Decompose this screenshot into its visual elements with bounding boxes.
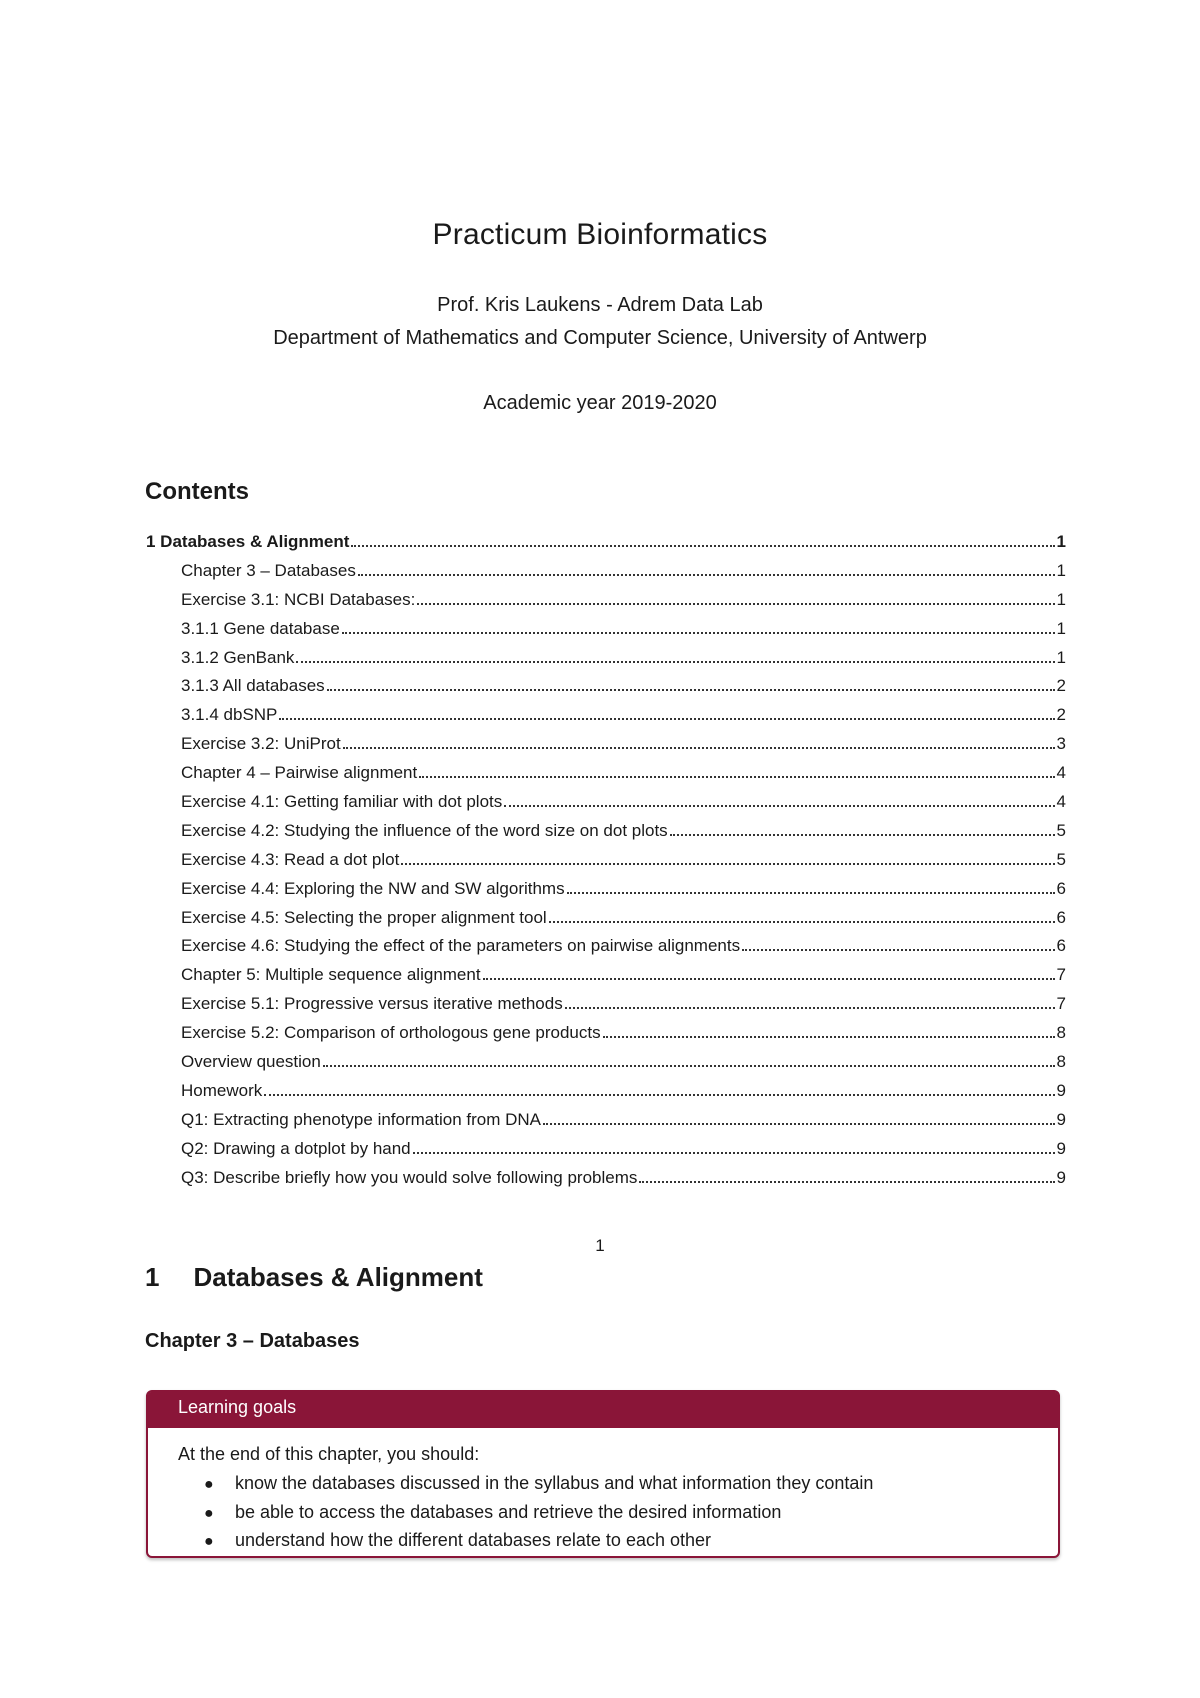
toc-entry-page: 9	[1056, 1138, 1066, 1158]
toc-leader-dots	[567, 891, 1055, 894]
toc-entry-label: Exercise 3.1: NCBI Databases:	[181, 589, 416, 609]
toc-entry-page: 9	[1056, 1167, 1066, 1187]
toc-leader-dots	[483, 977, 1055, 980]
toc-entry-page: 1	[1056, 589, 1066, 609]
toc-leader-dots	[742, 948, 1054, 951]
toc-leader-dots	[296, 660, 1054, 663]
toc-leader-dots	[264, 1093, 1054, 1096]
toc-entry-label: Exercise 5.1: Progressive versus iterative methods	[181, 994, 563, 1014]
toc-leader-dots	[342, 631, 1055, 634]
toc-entry-page: 6	[1056, 878, 1066, 898]
learning-goal-text: understand how the different databases relate to each other	[235, 1530, 711, 1550]
toc-entry-page: 1	[1056, 618, 1066, 638]
toc-entry-page: 6	[1056, 936, 1066, 956]
toc-entry[interactable]	[146, 904, 1066, 933]
toc-leader-dots	[670, 833, 1055, 836]
chapter-heading: Chapter 3 – Databases	[145, 1330, 360, 1352]
table-of-contents	[146, 528, 1066, 1192]
toc-entry[interactable]	[146, 1048, 1066, 1077]
toc-leader-dots	[358, 573, 1055, 576]
toc-entry[interactable]	[146, 1019, 1066, 1048]
toc-entry-label: Chapter 5: Multiple sequence alignment	[181, 965, 481, 985]
toc-entry-page: 5	[1056, 820, 1066, 840]
toc-entry[interactable]	[146, 586, 1066, 615]
learning-goal-text: know the databases discussed in the syllabus and what information they contain	[235, 1473, 874, 1493]
toc-entry[interactable]	[146, 615, 1066, 644]
toc-leader-dots	[413, 1151, 1055, 1154]
toc-entry[interactable]	[146, 961, 1066, 990]
toc-entry[interactable]	[146, 644, 1066, 673]
toc-entry-label: Homework	[181, 1080, 263, 1100]
department-line: Department of Mathematics and Computer Science, University of Antwerp	[273, 327, 927, 349]
toc-entry-page: 7	[1056, 965, 1066, 985]
bullet-icon: ●	[204, 1504, 214, 1522]
toc-entry-page: 7	[1056, 994, 1066, 1014]
toc-leader-dots	[401, 862, 1054, 865]
toc-entry-label: 3.1.1 Gene database	[181, 618, 340, 638]
toc-entry[interactable]	[146, 557, 1066, 586]
toc-entry[interactable]	[146, 730, 1066, 759]
toc-entry-label: Chapter 3 – Databases	[181, 560, 356, 580]
toc-entry[interactable]	[146, 788, 1066, 817]
learning-goals-body	[148, 1428, 1058, 1555]
toc-entry-label: Q2: Drawing a dotplot by hand	[181, 1138, 411, 1158]
toc-entry[interactable]	[146, 759, 1066, 788]
section-heading	[145, 1262, 483, 1293]
toc-entry-label: Exercise 4.2: Studying the influence of the word size on dot plots	[181, 820, 668, 840]
toc-leader-dots	[323, 1064, 1055, 1067]
toc-entry-page: 1	[1056, 532, 1066, 551]
toc-leader-dots	[279, 717, 1054, 720]
learning-goals-header: Learning goals	[148, 1392, 1058, 1428]
toc-entry-label: 1 Databases & Alignment	[146, 532, 350, 551]
section-number: 1	[145, 1262, 160, 1292]
toc-entry-page: 1	[1056, 560, 1066, 580]
bullet-icon: ●	[204, 1476, 214, 1493]
toc-leader-dots	[504, 804, 1054, 807]
learning-goal-text: be able to access the databases and retrieve the desired information	[235, 1501, 782, 1522]
toc-leader-dots	[565, 1006, 1055, 1009]
toc-entry-page: 8	[1056, 1052, 1066, 1072]
toc-entry-page: 3	[1056, 734, 1066, 754]
toc-entry-label: Exercise 4.1: Getting familiar with dot plots	[181, 792, 503, 812]
toc-entry[interactable]	[146, 932, 1066, 961]
learning-goals-intro: At the end of this chapter, you should:	[178, 1444, 480, 1464]
toc-entry[interactable]	[146, 528, 1066, 557]
toc-entry[interactable]	[146, 817, 1066, 846]
section-title: Databases & Alignment	[193, 1262, 483, 1292]
toc-entry-label: Q3: Describe briefly how you would solve following problems	[181, 1167, 638, 1187]
toc-entry-page: 1	[1056, 647, 1066, 667]
toc-entry-page: 9	[1056, 1109, 1066, 1129]
page-number: 1	[595, 1236, 605, 1255]
academic-year: Academic year 2019-2020	[483, 392, 717, 414]
list-item	[178, 1526, 1028, 1555]
toc-leader-dots	[549, 920, 1055, 923]
list-item	[178, 1469, 1028, 1498]
list-item	[178, 1498, 1028, 1527]
toc-entry-page: 2	[1056, 705, 1066, 725]
toc-entry-label: Chapter 4 – Pairwise alignment	[181, 763, 418, 783]
toc-leader-dots	[327, 688, 1055, 691]
toc-leader-dots	[639, 1180, 1054, 1183]
contents-heading: Contents	[145, 478, 249, 505]
toc-entry-page: 2	[1056, 676, 1066, 696]
toc-entry[interactable]	[146, 846, 1066, 875]
toc-entry-label: Exercise 4.4: Exploring the NW and SW algorithms	[181, 878, 565, 898]
toc-entry-page: 9	[1056, 1080, 1066, 1100]
toc-leader-dots	[603, 1035, 1055, 1038]
toc-entry-page: 5	[1056, 849, 1066, 869]
toc-entry-page: 4	[1056, 763, 1066, 783]
author-line: Prof. Kris Laukens - Adrem Data Lab	[437, 294, 763, 316]
toc-entry[interactable]	[146, 701, 1066, 730]
toc-entry-page: 6	[1056, 907, 1066, 927]
toc-entry-label: Q1: Extracting phenotype information from DNA	[181, 1109, 541, 1129]
toc-entry-label: Exercise 4.6: Studying the effect of the parameters on pairwise alignments	[181, 936, 741, 956]
toc-leader-dots	[543, 1122, 1055, 1125]
toc-entry-label: Exercise 3.2: UniProt	[181, 734, 341, 754]
toc-entry-label: 3.1.3 All databases	[181, 676, 325, 696]
toc-entry-label: Exercise 5.2: Comparison of orthologous gene products	[181, 1023, 601, 1043]
document-title: Practicum Bioinformatics	[432, 218, 768, 251]
toc-entry[interactable]	[146, 1135, 1066, 1164]
toc-entry-label: 3.1.4 dbSNP	[181, 705, 278, 725]
toc-entry-label: 3.1.2 GenBank	[181, 647, 295, 667]
toc-entry[interactable]	[146, 672, 1066, 701]
bullet-icon: ●	[204, 1533, 214, 1550]
learning-goals-box	[146, 1390, 1060, 1558]
toc-entry[interactable]	[146, 1164, 1066, 1193]
toc-entry[interactable]	[146, 875, 1066, 904]
learning-goals-list	[178, 1469, 1028, 1555]
toc-entry-label: Exercise 4.3: Read a dot plot	[181, 849, 400, 869]
toc-entry-label: Exercise 4.5: Selecting the proper alignment tool	[181, 907, 547, 927]
toc-entry-page: 4	[1056, 792, 1066, 812]
toc-leader-dots	[419, 775, 1054, 778]
toc-leader-dots	[343, 746, 1055, 749]
toc-entry-label: Overview question	[181, 1052, 321, 1072]
toc-entry-page: 8	[1056, 1023, 1066, 1043]
toc-entry[interactable]	[146, 1077, 1066, 1106]
toc-entry[interactable]	[146, 990, 1066, 1019]
toc-entry[interactable]	[146, 1106, 1066, 1135]
toc-leader-dots	[417, 602, 1054, 605]
toc-leader-dots	[351, 544, 1054, 547]
